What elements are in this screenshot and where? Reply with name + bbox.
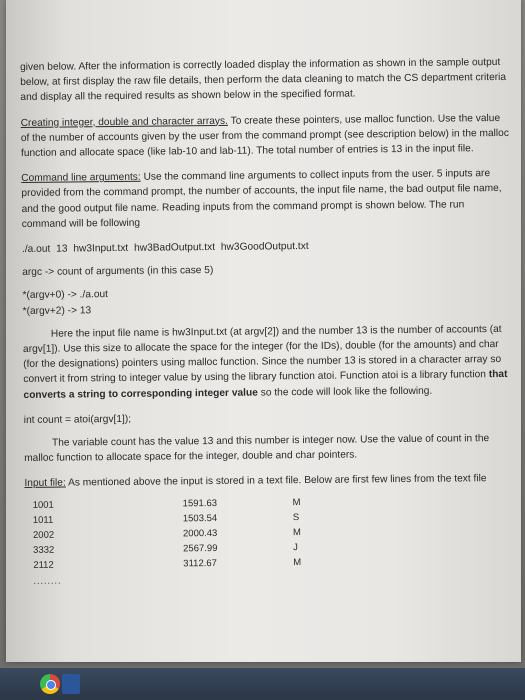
chrome-icon[interactable] [40,674,60,694]
table-cell: S [292,511,300,524]
p4-segment: that converts a string to corresponding integer value [23,369,508,401]
argv2-line: *(argv+2) -> 13 [22,304,92,317]
p2-segment: Creating integer, double and character arrays. [20,115,228,129]
p1-segment: given below. After the information is correctly loaded display the information as shown in the sample output below, at first display the raw file details, then perform the data cleaning to match the CS department criteria and display all the required results as shown below in the specified format. [20,56,507,104]
paragraph-input-file [24,471,514,491]
document-text [20,55,516,589]
table-cell: 2002 [32,529,55,541]
paragraph-intro [20,55,510,106]
paragraph-command-line [21,166,512,232]
table-cell: 1001 [32,499,54,511]
argv0-line: *(argv+0) -> ./a.out [22,289,109,302]
table-cell: J [293,542,298,554]
p3-segment: Use the command line arguments to collect inputs from the user. 5 inputs are provided from the command prompt, the number of accounts, the input file name, the bad output file name, and the good output file name. Reading inputs from the command prompt is shown below. The run command will be following [21,168,502,230]
table-cell: 3112.67 [183,558,217,570]
paragraph-atoi [23,322,514,403]
table-cell: 1591.63 [182,497,218,509]
paragraph-arrays [21,110,511,161]
input-file-table [33,495,324,574]
table-cell: 2112 [33,560,54,572]
table-cell: 2567.99 [183,543,218,555]
p3-segment: Command line arguments: [21,171,141,185]
word-icon[interactable] [62,674,80,694]
table-cell: 3332 [33,544,55,557]
p6-segment: Input file: [24,478,66,490]
p6-segment: As mentioned above the input is stored in a text file. Below are first few lines from the text file [65,473,487,490]
table-cell: 2000.43 [182,528,218,540]
p4-segment: so the code will look like the following. [257,385,433,399]
p4-segment: Here the input file name is hw3Input.txt (at argv[2]) and the number 13 is the number of accounts (at argv[1]). Use this size to allocate the space for the integer (for the IDs), double (for the amounts) and char (for the designations) pointers using malloc function. Since the number 13 is stored in a character array so convert it from string to integer value by using the library function atoi. Function atoi is a library function [22,323,502,386]
p2-segment: To create these pointers, use malloc function. Use the value of the number of accounts given by the user from the command prompt (see description below) in the malloc function and allocate space (like lab-10 and lab-11). The total number of entries is 13 in the input file. [20,112,509,160]
table-cell: M [292,496,301,508]
ellipsis-dots: ........ [33,575,62,586]
argc-line: argc -> count of arguments (in this case 5) [22,265,214,279]
table-cell: 1503.54 [182,512,218,525]
table-cell: M [293,557,302,569]
run-command: ./a.out 13 hw3Input.txt hw3BadOutput.txt hw3GoodOutput.txt [21,241,309,256]
paragraph-count: The variable count has the value 13 and this number is integer now. Use the value of count in the malloc function to allocate space for the integer, double and char pointers. [24,433,490,465]
table-cell: 1011 [32,514,54,526]
code-line: int count = atoi(argv[1]); [23,413,132,426]
table-cell: M [292,527,301,539]
taskbar [0,668,525,700]
